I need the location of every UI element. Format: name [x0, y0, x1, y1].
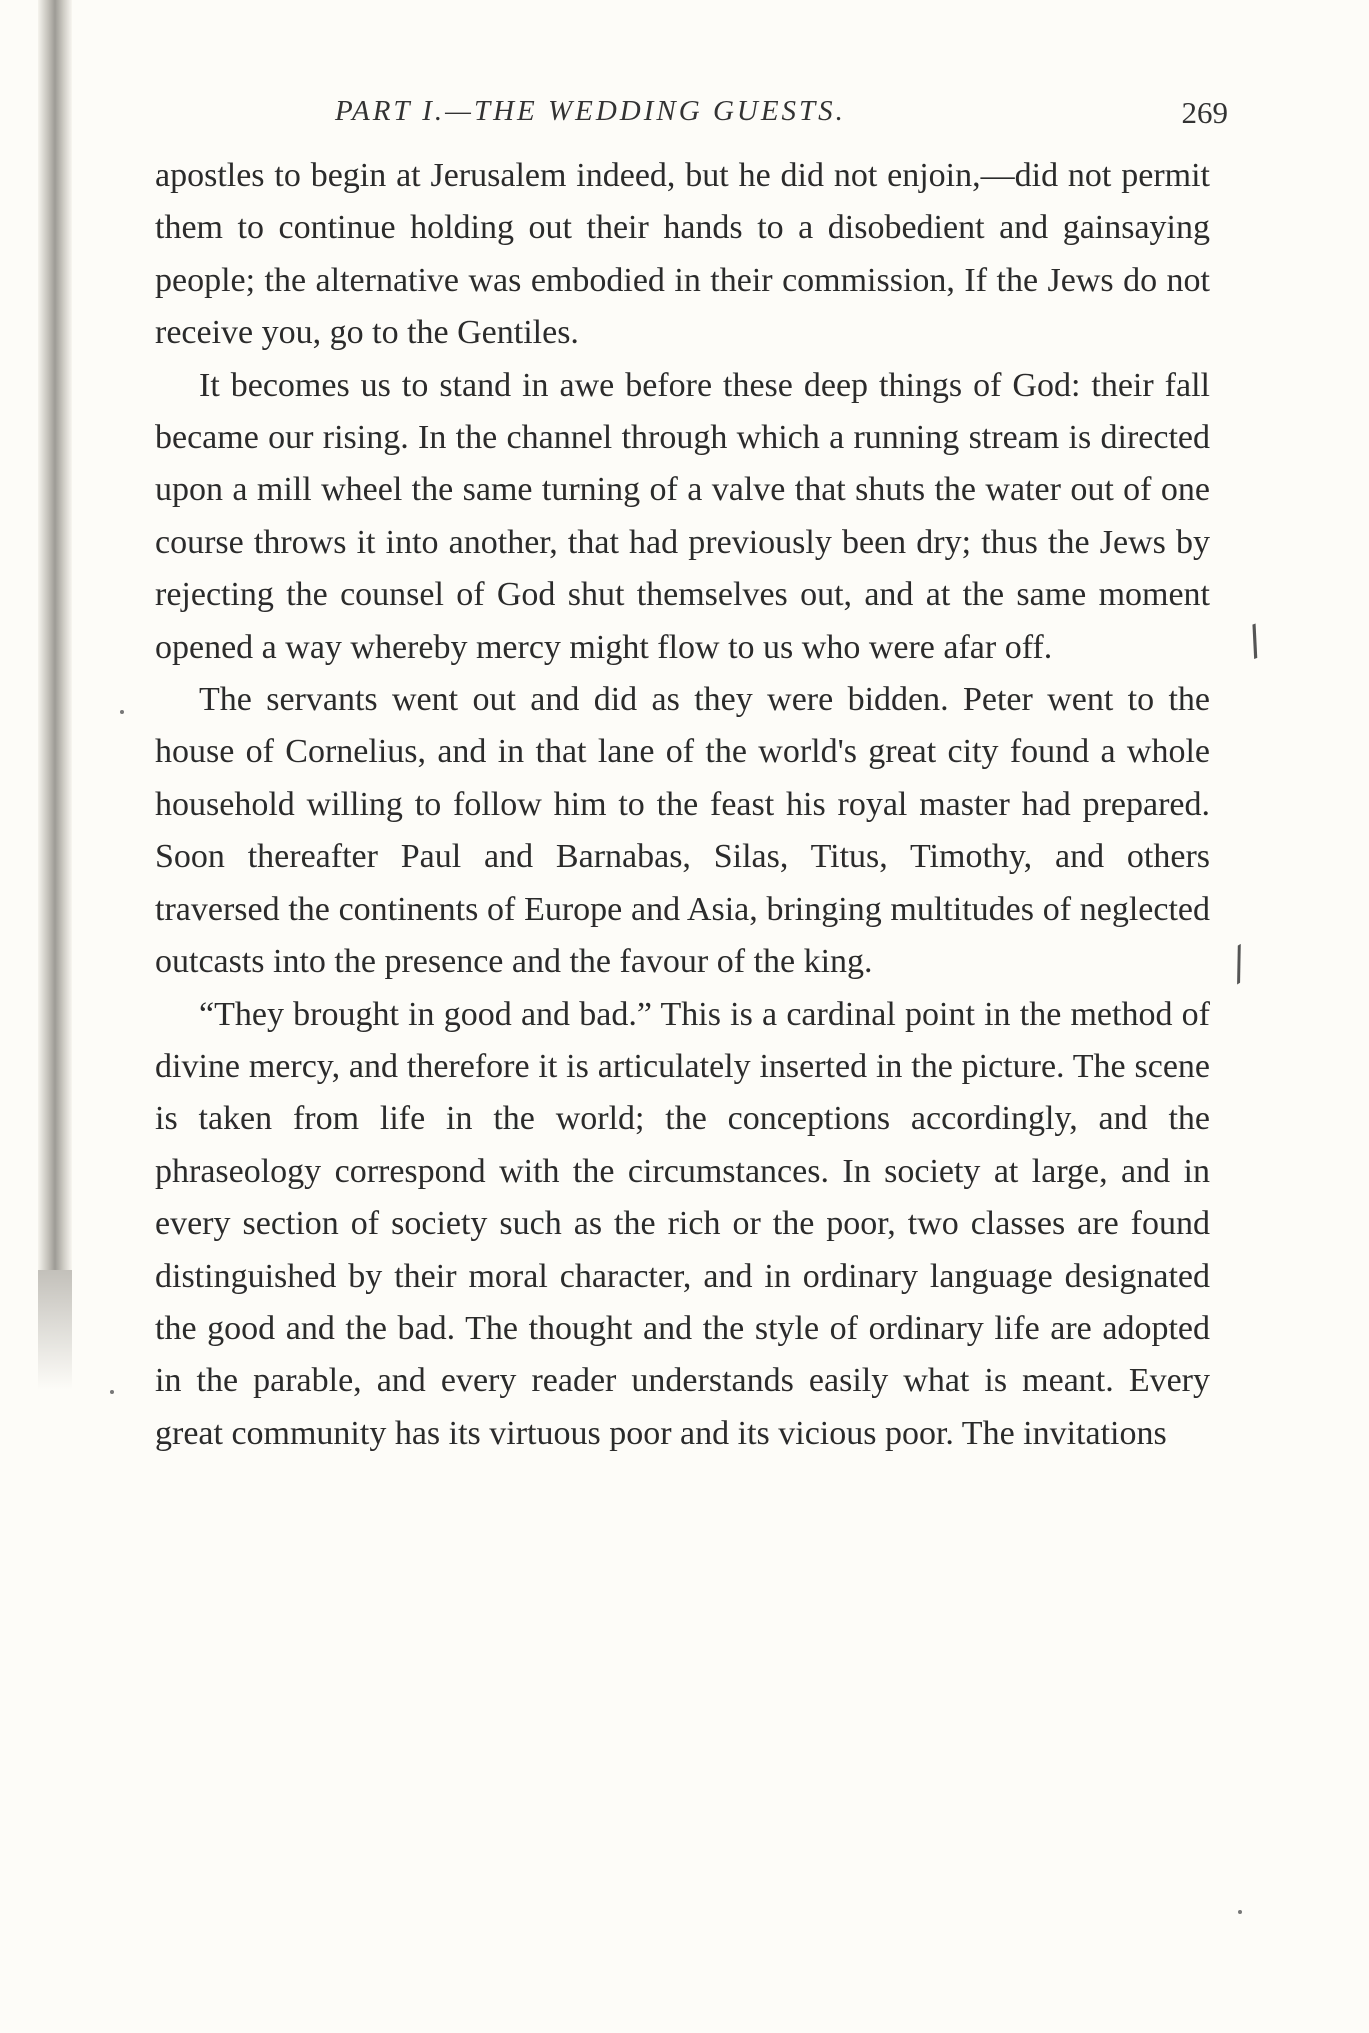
paragraph-3: The servants went out and did as they were bidden. Peter went to the house of Cornelius, and in that lane of the world's great city found a whole household willing to follow him to the feast his royal master had prepared. Soon thereafter Paul and Barnabas, Silas, Titus, Timothy, and others traversed the continents of Europe and Asia, bringing multitudes of neglected outcasts into the presence and the favour of the king. — [155, 681, 1210, 981]
margin-pencil-mark: ⁄ — [1223, 941, 1256, 990]
running-head: PART I.—THE WEDDING GUESTS. — [335, 95, 846, 127]
page-number: 269 — [1181, 95, 1228, 130]
speck — [1238, 1910, 1242, 1914]
binding-gutter-fade — [38, 1270, 72, 1390]
paragraph-1: apostles to begin at Jerusalem indeed, but he did not enjoin,—did not permit them to continue holding out their hands to a disobedient and gainsaying people; the alternative was embodied in their commission, If the Jews do not receive you, go to the Gentiles. — [155, 157, 1210, 352]
paragraph-4: “They brought in good and bad.” This is a cardinal point in the method of divine mercy, and therefore it is articulately inserted in the picture. The scene is taken from life in the world; the conceptions accordingly, and the phraseology correspond with the circumstances. In society at large, and in every section of society such as the rich or the poor, two classes are found distinguished by their moral character, and in ordinary language designated the good and the bad. The thought and the style of ordinary life are adopted in the parable, and every reader understands easily what is meant. Every great community has its virtuous poor and its vicious poor. The invitations — [155, 995, 1210, 1452]
page-header — [155, 95, 1240, 141]
speck — [110, 1390, 114, 1394]
speck — [120, 710, 124, 714]
margin-pencil-mark: / — [1240, 617, 1269, 665]
body-text — [155, 150, 1210, 1460]
paragraph-2: It becomes us to stand in awe before these deep things of God: their fall became our rising. In the channel through which a running stream is directed upon a mill wheel the same turning of a valve that shuts the water out of one course throws it into another, that had previously been dry; thus the Jews by rejecting the counsel of God shut themselves out, and at the same moment opened a way whereby mercy might flow to us who were afar off. — [155, 366, 1210, 666]
binding-gutter-shadow — [38, 0, 72, 1270]
